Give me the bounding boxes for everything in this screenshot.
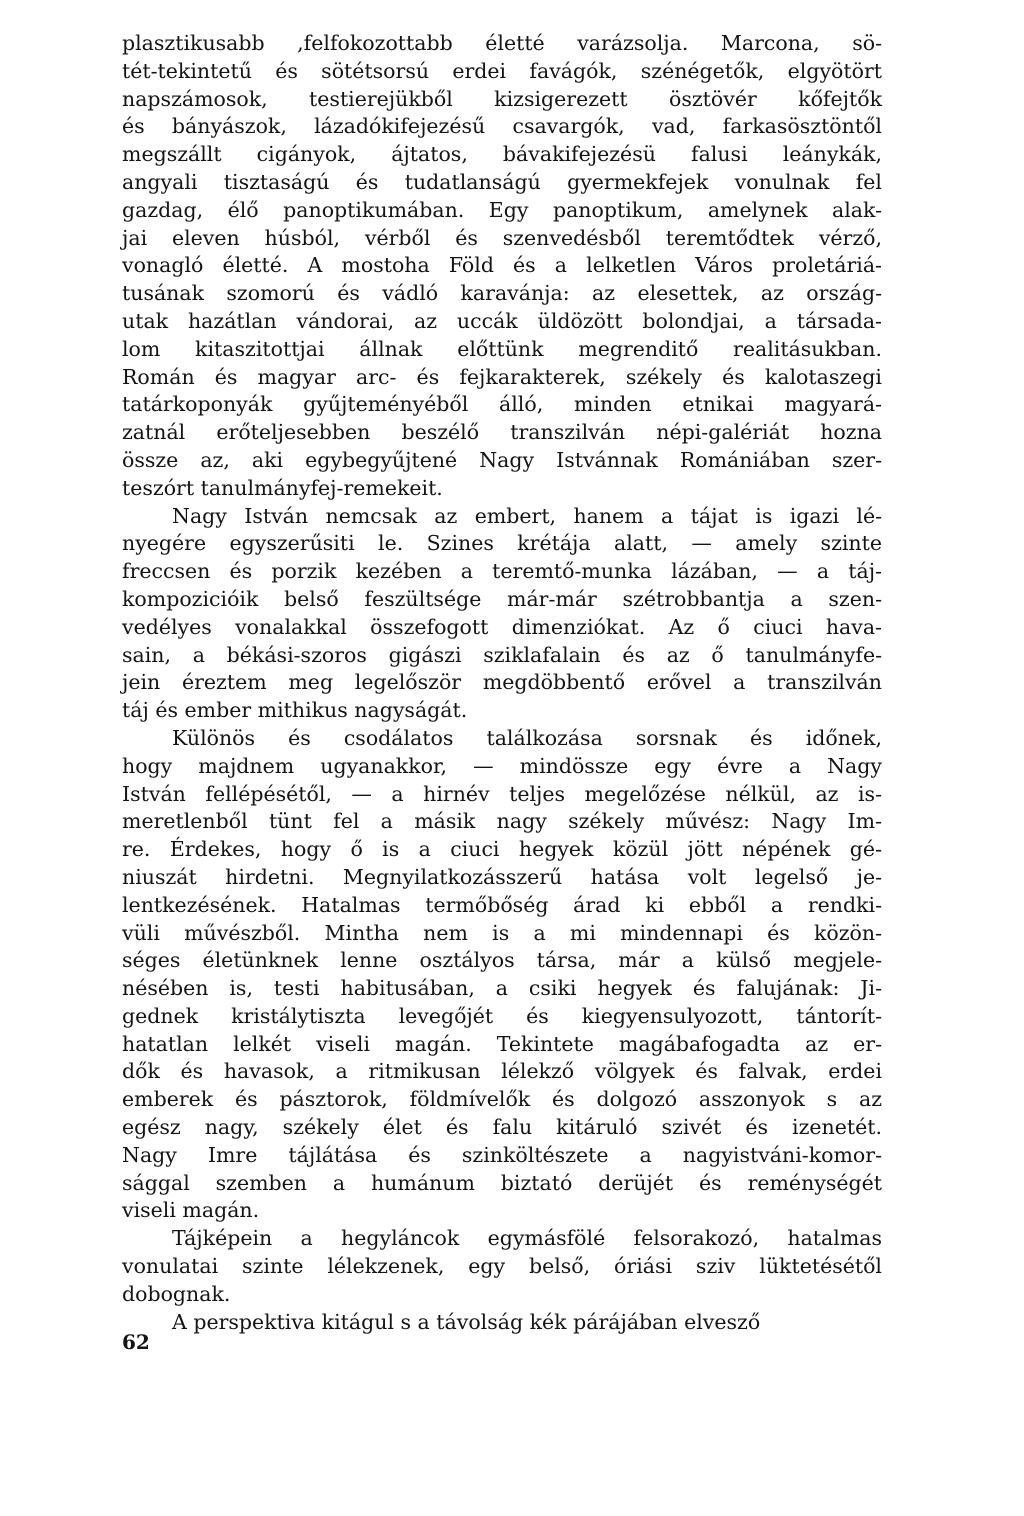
- text-line: István fellépésétől, — a hirnév teljes megelőzése nélkül, az is-: [122, 781, 882, 806]
- paragraph: [122, 503, 882, 725]
- text-line: Különös és csodálatos találkozása sorsnak és időnek,: [172, 725, 882, 750]
- text-line: napszámosok, testierejükből kizsigerezett ösztövér kőfejtők: [122, 86, 882, 111]
- text-line: kompozicióik belső feszültsége már-már szétrobbantja a szen-: [122, 586, 882, 611]
- text-line: gazdag, élő panoptikumában. Egy panoptikum, amelynek alak-: [122, 197, 882, 222]
- text-line: megszállt cigányok, ájtatos, bávakifejezésü falusi leánykák,: [122, 142, 882, 167]
- text-line: jein éreztem meg legelőször megdöbbentő erővel a transzilván: [122, 670, 882, 695]
- text-line: utak hazátlan vándorai, az uccák üldözött bolondjai, a társada-: [122, 308, 882, 333]
- text-line: dobognak.: [122, 1281, 231, 1306]
- text-line: lom kitaszitottjai állnak előttünk megrenditő realitásukban.: [122, 336, 882, 361]
- body-text: [122, 30, 882, 1336]
- text-line: teszórt tanulmányfej-remekeit.: [122, 475, 443, 500]
- text-line: egész nagy, székely élet és falu kitáruló szivét és izenetét.: [122, 1115, 882, 1140]
- text-line: zatnál erőteljesebben beszélő transzilván népi-galériát hozna: [122, 420, 882, 445]
- paragraph: [122, 1225, 882, 1308]
- text-line: vonagló életté. A mostoha Föld és a lelketlen Város proletáriá-: [122, 253, 882, 278]
- text-line: séges életünknek lenne osztályos társa, már a külső megjele-: [122, 948, 882, 973]
- text-line: freccsen és porzik kezében a teremtő-munka lázában, — a táj-: [122, 559, 882, 584]
- text-line: vedélyes vonalakkal összefogott dimenziókat. Az ő ciuci hava-: [122, 614, 882, 639]
- text-line: tatárkoponyák gyűjteményéből álló, minden etnikai magyará-: [122, 392, 882, 417]
- text-line: nésében is, testi habitusában, a csiki hegyek és falujának: Ji-: [122, 976, 882, 1001]
- text-line: jai eleven húsból, vérből és szenvedésből teremtődtek vérző,: [122, 225, 882, 250]
- text-line: angyali tisztaságú és tudatlanságú gyermekfejek vonulnak fel: [122, 169, 882, 194]
- text-line: sain, a békási-szoros gigászi sziklafalain és az ő tanulmányfe-: [122, 642, 882, 667]
- text-line: vüli művészből. Mintha nem is a mi mindennapi és közön-: [122, 920, 882, 945]
- text-line: plasztikusabb ,felfokozottabb életté varázsolja. Marcona, sö-: [122, 31, 882, 55]
- text-line: sággal szemben a humánum biztató derüjét és reménységét: [122, 1170, 882, 1195]
- text-line: Nagy Imre tájlátása és szinköltészete a nagyistváni-komor-: [122, 1142, 882, 1167]
- text-line: és bányászok, lázadókifejezésű csavargók, vad, farkasösztöntől: [122, 114, 882, 139]
- text-line: meretlenből tünt fel a másik nagy székely művész: Nagy Im-: [122, 809, 882, 834]
- text-line: emberek és pásztorok, földmívelők és dolgozó asszonyok s az: [122, 1087, 882, 1112]
- text-line: gednek kristálytiszta levegőjét és kiegyensulyozott, tántorít-: [122, 1003, 882, 1028]
- text-line: hatatlan lelkét viseli magán. Tekintete magábafogadta az er-: [122, 1031, 882, 1056]
- text-line: niuszát hirdetni. Megnyilatkozásszerű hatása volt legelső je-: [122, 864, 882, 889]
- text-line: hogy majdnem ugyanakkor, — mindössze egy évre a Nagy: [122, 753, 882, 778]
- text-line: össze az, aki egybegyűjtené Nagy Istvánnak Romániában szer-: [122, 447, 882, 472]
- text-line: Román és magyar arc- és fejkarakterek, székely és kalotaszegi: [122, 364, 882, 389]
- text-line: re. Érdekes, hogy ő is a ciuci hegyek közül jött népének gé-: [122, 837, 882, 862]
- text-line: A perspektiva kitágul s a távolság kék párájában elvesző: [172, 1309, 761, 1334]
- text-line: táj és ember mithikus nagyságát.: [122, 698, 468, 723]
- page-number: 62: [122, 1330, 150, 1354]
- text-line: dők és havasok, a ritmikusan lélekző völgyek és falvak, erdei: [122, 1059, 882, 1084]
- text-line: viseli magán.: [122, 1198, 260, 1223]
- text-line: nyegére egyszerűsiti le. Szines krétája alatt, — amely szinte: [122, 531, 882, 556]
- paragraph: [122, 30, 882, 503]
- text-line: vonulatai szinte lélekzenek, egy belső, óriási sziv lüktetésétől: [122, 1254, 882, 1279]
- paragraph: [122, 1309, 882, 1337]
- text-line: tusának szomorú és vádló karavánja: az elesettek, az ország-: [122, 281, 882, 306]
- text-line: lentkezésének. Hatalmas termőbőség árad ki ebből a rendki-: [122, 892, 882, 917]
- text-line: Nagy István nemcsak az embert, hanem a tájat is igazi lé-: [172, 503, 882, 528]
- text-line: tét-tekintetű és sötétsorsú erdei favágók, szénégetők, elgyötört: [122, 58, 882, 83]
- paragraph: [122, 725, 882, 1225]
- text-line: Tájképein a hegyláncok egymásfölé felsorakozó, hatalmas: [172, 1226, 882, 1251]
